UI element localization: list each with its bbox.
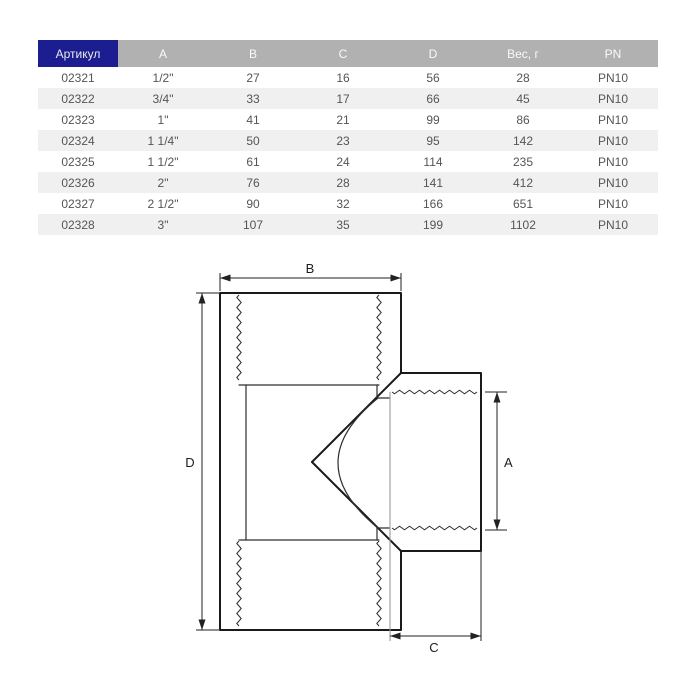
table-cell: PN10 [568,172,658,193]
table-cell: 27 [246,70,260,85]
table-cell: PN10 [597,196,629,211]
column-header-2: B [208,40,298,67]
table-cell: 02326 [38,172,118,193]
table-cell: 3/4" [118,88,208,109]
table-cell: PN10 [568,214,658,235]
branch-junction-diagonal-upper [312,373,401,462]
table-cell: 107 [208,214,298,235]
dimension-label-d: D [185,455,195,470]
socket-curve [338,398,378,528]
table-cell: 33 [208,88,298,109]
dimension-label-c: C [429,640,439,655]
dimension-c [390,551,481,655]
table-cell: 651 [512,196,534,211]
table-cell: 45 [478,88,568,109]
table-cell: PN10 [568,88,658,109]
table-cell: 02323 [61,112,95,127]
column-header-4: D [388,40,478,67]
table-cell: 02322 [38,88,118,109]
table-cell: 114 [423,154,443,169]
table-cell: 86 [516,112,530,127]
table-row [38,109,658,130]
table-cell: 199 [388,214,478,235]
table-cell: 56 [426,70,440,85]
table-cell: 141 [388,172,478,193]
table-cell: 1/2" [152,70,174,85]
column-header-3: C [298,40,388,67]
table-cell: 24 [336,154,350,169]
table-cell: 02327 [61,196,95,211]
table-row [38,193,658,214]
table-cell: 61 [246,154,260,169]
table-cell: 02325 [61,154,95,169]
table-cell: 1102 [478,214,568,235]
dimension-label-b: B [305,261,315,276]
thread-hatch-bottom-right-icon [377,541,381,626]
column-header-6: PN [568,40,658,67]
table-row [38,151,658,172]
table-cell: 32 [336,196,350,211]
table-cell: 23 [298,130,388,151]
dimension-label-a: A [504,455,513,470]
thread-hatch-branch-bottom-icon [392,526,477,530]
table-cell: 95 [388,130,478,151]
dimension-d [185,293,220,630]
table-cell: 02328 [38,214,118,235]
table-cell: PN10 [597,70,629,85]
thread-hatch-top-left-icon [237,295,241,380]
thread-hatch-branch-top-icon [392,390,477,394]
table-cell: 99 [426,112,440,127]
dimension-b [220,261,401,291]
spec-table-header-row [38,40,658,67]
table-cell: 02321 [61,70,95,85]
table-cell: 16 [336,70,350,85]
table-row [38,130,658,151]
table-cell: 35 [298,214,388,235]
table-cell: 41 [246,112,260,127]
tee-fitting-drawing [150,245,570,665]
table-cell: 21 [336,112,350,127]
column-header-0: Артикул [38,40,118,67]
table-cell: 412 [478,172,568,193]
thread-hatch-bottom-left-icon [237,541,241,626]
table-cell: 1 1/2" [147,154,179,169]
table-cell: 3" [118,214,208,235]
table-cell: PN10 [597,112,629,127]
table-cell: 28 [298,172,388,193]
table-cell: PN10 [568,130,658,151]
table-cell: 166 [422,196,444,211]
table-row [38,172,658,193]
table-cell: 235 [512,154,534,169]
column-header-5: Вес, г [478,40,568,67]
table-cell: 76 [208,172,298,193]
thread-hatch-top-right-icon [377,295,381,380]
table-row [38,88,658,109]
spec-table [38,40,658,235]
table-cell: 66 [388,88,478,109]
table-row [38,67,658,88]
table-cell: 28 [516,70,530,85]
table-cell: 17 [298,88,388,109]
dimension-d-extension-lines [196,293,220,630]
fitting-body [220,293,481,641]
spec-table-body [38,67,658,235]
table-cell: 142 [478,130,568,151]
table-cell: 50 [208,130,298,151]
dimension-a [485,392,513,530]
table-cell: 1 1/4" [118,130,208,151]
table-cell: 2 1/2" [147,196,179,211]
table-cell: 90 [246,196,260,211]
column-header-1: A [118,40,208,67]
table-cell: 2" [118,172,208,193]
table-row [38,214,658,235]
table-cell: PN10 [597,154,629,169]
fitting-outline [220,293,481,630]
table-cell: 1" [157,112,169,127]
table-cell: 02324 [38,130,118,151]
